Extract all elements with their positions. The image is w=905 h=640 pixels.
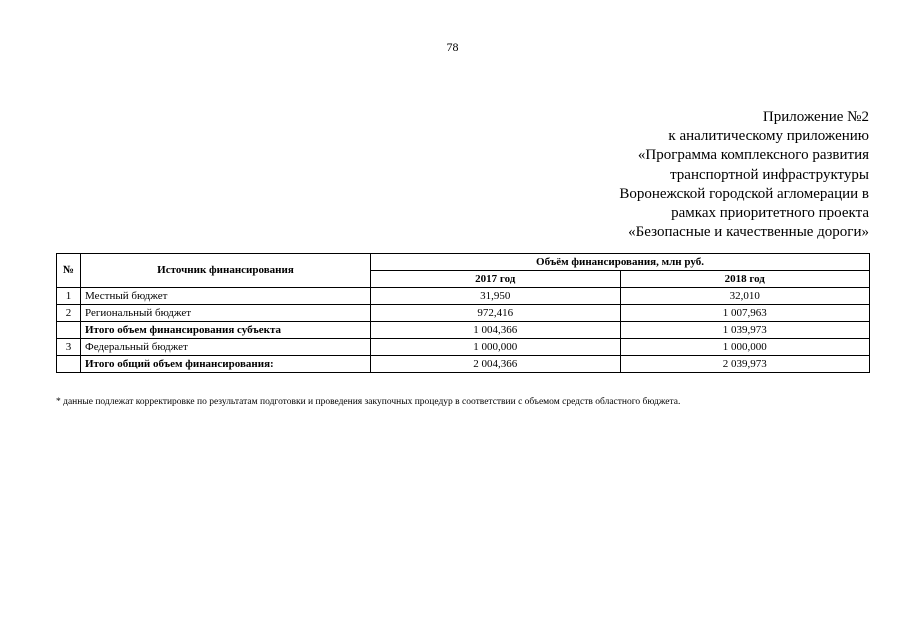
row-2018: 1 000,000 [620,339,870,356]
row-2017: 972,416 [371,305,621,322]
table-row [57,305,870,322]
financing-table [56,253,870,373]
row-2017: 2 004,366 [371,356,621,373]
row-num: 3 [57,339,81,356]
row-source: Местный бюджет [81,288,371,305]
table-row-total [57,356,870,373]
table-header-row [57,254,870,271]
row-2017: 31,950 [371,288,621,305]
table-row [57,339,870,356]
row-source: Итого общий объем финансирования: [81,356,371,373]
header-volume: Объём финансирования, млн руб. [371,254,870,271]
table-row-subtotal [57,322,870,339]
header-num: № [57,254,81,288]
row-num: 1 [57,288,81,305]
appendix-line: рамках приоритетного проекта [671,205,869,222]
row-2018: 32,010 [620,288,870,305]
row-source: Итого объем финансирования субъекта [81,322,371,339]
row-2017: 1 000,000 [371,339,621,356]
header-year-2017: 2017 год [371,271,621,288]
row-num [57,322,81,339]
appendix-line: «Программа комплексного развития [637,147,869,164]
appendix-caption [449,108,869,242]
appendix-line: Воронежской городской агломерации в [619,185,869,202]
page-number: 78 [446,40,459,54]
row-2018: 2 039,973 [620,356,870,373]
row-source: Федеральный бюджет [81,339,371,356]
row-source: Региональный бюджет [81,305,371,322]
appendix-line: к аналитическому приложению [668,128,869,145]
row-num: 2 [57,305,81,322]
row-2017: 1 004,366 [371,322,621,339]
appendix-line: транспортной инфраструктуры [670,166,869,183]
row-num [57,356,81,373]
appendix-line: «Безопасные и качественные дороги» [628,224,869,241]
footnote: * данные подлежат корректировке по результатам подготовки и проведения закупочных процедур в соответствии с объемом средств областного бюджета. [56,397,681,407]
header-source: Источник финансирования [81,254,371,288]
table-row [57,288,870,305]
appendix-line: Приложение №2 [762,109,869,125]
row-2018: 1 007,963 [620,305,870,322]
header-year-2018: 2018 год [620,271,870,288]
row-2018: 1 039,973 [620,322,870,339]
